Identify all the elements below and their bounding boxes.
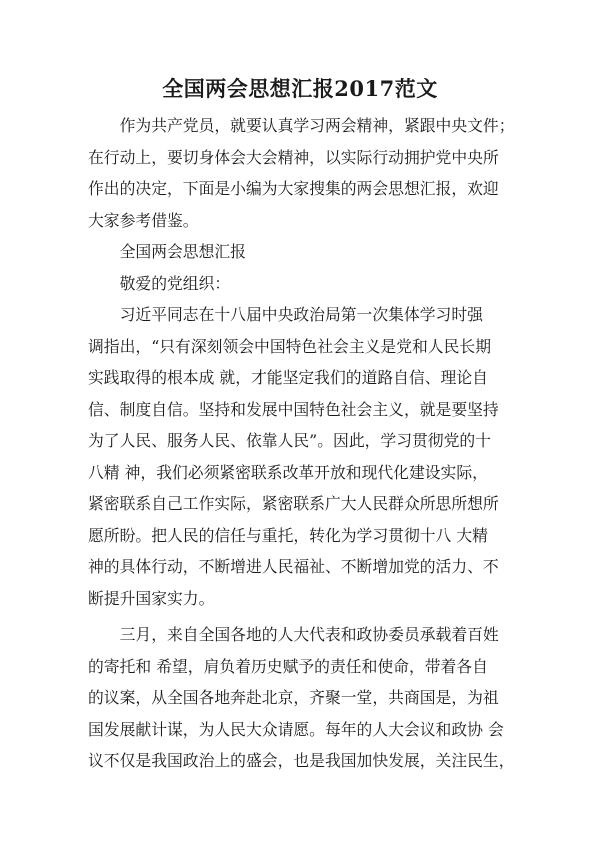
- salutation: 敬爱的党组织：: [88, 273, 231, 293]
- body-line: 调指出，“只有深刻领会中国特色社会主义是党和人民长期: [88, 336, 491, 356]
- section-heading: 全国两会思想汇报: [88, 242, 246, 261]
- document-body: [88, 110, 520, 777]
- body-line: 信、制度自信。坚持和发展中国特色社会主义，就是要坚持: [88, 399, 499, 419]
- body-line: 作出的决定，下面是小编为大家搜集的两会思想汇报，欢迎: [88, 179, 499, 198]
- body-line: 习近平同志在十八届中央政治局第一次集体学习时强: [88, 305, 483, 324]
- body-line: 为了人民、服务人民、依靠人民”。因此，学习贯彻党的十: [88, 431, 491, 450]
- body-line: 愿所盼。把人民的信任与重托，转化为学习贯彻十八 大精: [88, 525, 488, 545]
- body-line: 实践取得的根本成 就，才能坚定我们的道路自信、理论自: [88, 368, 488, 387]
- body-line: 作为共产党员，就要认真学习两会精神，紧跟中央文件；: [88, 116, 515, 135]
- body-line: 紧密联系自己工作实际，紧密联系广大人民群众所思所想所: [88, 494, 499, 513]
- body-line: 的议案，从全国各地奔赴北京，齐聚一堂，共商国是，为祖: [88, 688, 499, 707]
- document-title: 全国两会思想汇报2017范文: [162, 76, 438, 101]
- body-line: 在行动上，要切身体会大会精神，以实际行动拥护党中央所: [88, 147, 499, 167]
- body-line: 断提升国家实力。: [88, 588, 215, 608]
- body-line: 的寄托和 希望，肩负着历史赋予的责任和使命，带着各自: [88, 656, 488, 676]
- body-line: 八精 神，我们必须紧密联系改革开放和现代化建设实际，: [88, 462, 488, 482]
- body-line: 三月，来自全国各地的人大代表和政协委员承载着百姓: [88, 625, 499, 644]
- body-line: 议不仅是我国政治上的盛会，也是我国加快发展，关注民生，: [88, 751, 515, 770]
- body-line: 神的具体行动，不断增进人民福祉、不断增加党的活力、不: [88, 557, 499, 576]
- body-line: 大家参考借鉴。: [88, 210, 199, 230]
- body-line: 国发展献计谋，为人民大众请愿。每年的人大会议和政协 会: [88, 719, 504, 739]
